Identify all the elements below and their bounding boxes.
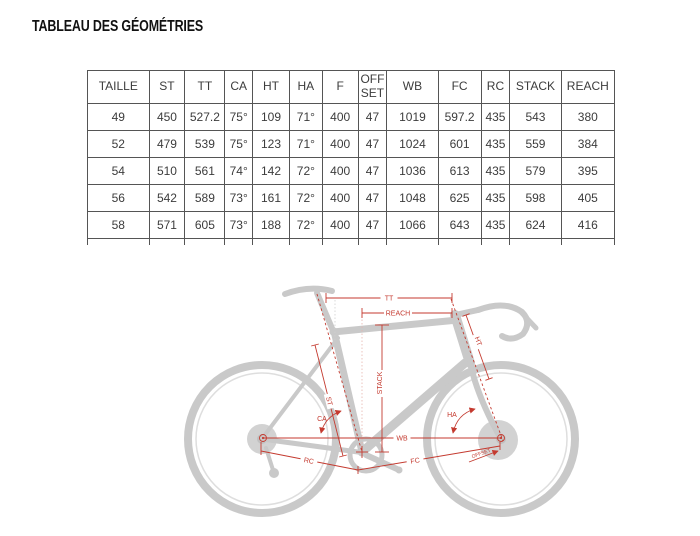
- table-cell: 73°: [225, 212, 253, 239]
- column-header: ST: [149, 71, 185, 104]
- table-cell: 601: [438, 131, 481, 158]
- table-cell: 56: [88, 185, 150, 212]
- table-cell: 598: [510, 185, 561, 212]
- measurement-tt: [326, 293, 452, 303]
- table-cell: 380: [561, 104, 614, 131]
- column-header: RC: [481, 71, 510, 104]
- table-cell: 123: [253, 131, 290, 158]
- table-cell: 72°: [289, 158, 322, 185]
- table-cell: 1024: [387, 131, 438, 158]
- top-tube: [333, 320, 458, 332]
- table-cell: 527.2: [185, 104, 225, 131]
- rc-label: RC: [303, 457, 315, 466]
- st-label: ST: [324, 396, 334, 407]
- column-header: HA: [289, 71, 322, 104]
- table-cell: 188: [253, 212, 290, 239]
- page-title: TABLEAU DES GÉOMÉTRIES: [32, 18, 204, 35]
- table-cell: 395: [561, 158, 614, 185]
- offset-label: OFFSET: [471, 447, 492, 461]
- table-cell: 510: [149, 158, 185, 185]
- ha-label: HA: [447, 412, 457, 419]
- table-cell: 589: [185, 185, 225, 212]
- table-cell: 450: [149, 104, 185, 131]
- fc-label: FC: [410, 457, 421, 466]
- column-header: FC: [438, 71, 481, 104]
- saddle: [285, 289, 332, 294]
- table-cell: 75°: [225, 131, 253, 158]
- table-cell: 400: [322, 104, 358, 131]
- table-cell: 542: [149, 185, 185, 212]
- table-cell: 71°: [289, 131, 322, 158]
- table-cell: 1048: [387, 185, 438, 212]
- stack-label: STACK: [377, 371, 384, 395]
- table-cell: 435: [481, 185, 510, 212]
- table-cell: 559: [510, 131, 561, 158]
- table-cell: 571: [149, 212, 185, 239]
- table-cell: 161: [253, 185, 290, 212]
- table-cell: 400: [322, 158, 358, 185]
- bike-silhouette: [188, 289, 575, 513]
- wb-label: WB: [396, 435, 408, 443]
- table-cell: 72°: [289, 185, 322, 212]
- table-cell: 72°: [289, 212, 322, 239]
- ca-label: CA: [317, 416, 327, 423]
- rear-derailleur-pulley: [269, 468, 279, 478]
- table-cell: 75°: [225, 104, 253, 131]
- measurements: [260, 293, 505, 474]
- table-cell: 400: [322, 185, 358, 212]
- table-cell: 605: [185, 212, 225, 239]
- table-cell: 624: [510, 212, 561, 239]
- table-cell: 47: [358, 185, 387, 212]
- table-cell: 74°: [225, 158, 253, 185]
- column-header: STACK: [510, 71, 561, 104]
- column-header: OFF SET: [358, 71, 387, 104]
- table-cell: 625: [438, 185, 481, 212]
- column-header: REACH: [561, 71, 614, 104]
- table-cell: 416: [561, 212, 614, 239]
- table-cell: 73°: [225, 185, 253, 212]
- table-cell: 71°: [289, 104, 322, 131]
- column-header: HT: [253, 71, 290, 104]
- table-cell: 543: [510, 104, 561, 131]
- table-cell: 1019: [387, 104, 438, 131]
- column-header: TT: [185, 71, 225, 104]
- tt-label: TT: [384, 295, 394, 303]
- table-cell: 47: [358, 104, 387, 131]
- chainstay: [262, 439, 358, 452]
- stem: [455, 310, 478, 315]
- table-cell: 47: [358, 158, 387, 185]
- seatpost: [317, 293, 334, 333]
- measurement-reach: [362, 308, 452, 318]
- table-cell: 561: [185, 158, 225, 185]
- table-cell: 49: [88, 104, 150, 131]
- table-cell: 435: [481, 104, 510, 131]
- table-cell: 58: [88, 212, 150, 239]
- table-cell: 109: [253, 104, 290, 131]
- table-cell: 597.2: [438, 104, 481, 131]
- measurement-ha: [447, 409, 475, 433]
- table-cell: 613: [438, 158, 481, 185]
- table-cell: 47: [358, 212, 387, 239]
- column-header: TAILLE: [88, 71, 150, 104]
- reach-label: REACH: [385, 310, 411, 318]
- table-cell: 142: [253, 158, 290, 185]
- table-cell: 579: [510, 158, 561, 185]
- table-cell: 405: [561, 185, 614, 212]
- table-cell: 47: [358, 131, 387, 158]
- table-cell: 400: [322, 131, 358, 158]
- head-tube: [455, 315, 470, 363]
- table-cell: 384: [561, 131, 614, 158]
- table-cell: 539: [185, 131, 225, 158]
- table-cell: 479: [149, 131, 185, 158]
- table-cell: 1066: [387, 212, 438, 239]
- table-cell: 435: [481, 158, 510, 185]
- column-header: WB: [387, 71, 438, 104]
- table-cell: 54: [88, 158, 150, 185]
- ht-label: HT: [472, 335, 483, 348]
- table-cell: 643: [438, 212, 481, 239]
- table-cell: 435: [481, 212, 510, 239]
- pedal: [396, 467, 403, 474]
- table-cell: 52: [88, 131, 150, 158]
- column-header: F: [322, 71, 358, 104]
- table-cell: 400: [322, 212, 358, 239]
- column-header: CA: [225, 71, 253, 104]
- table-cell: 1036: [387, 158, 438, 185]
- table-cell: 435: [481, 131, 510, 158]
